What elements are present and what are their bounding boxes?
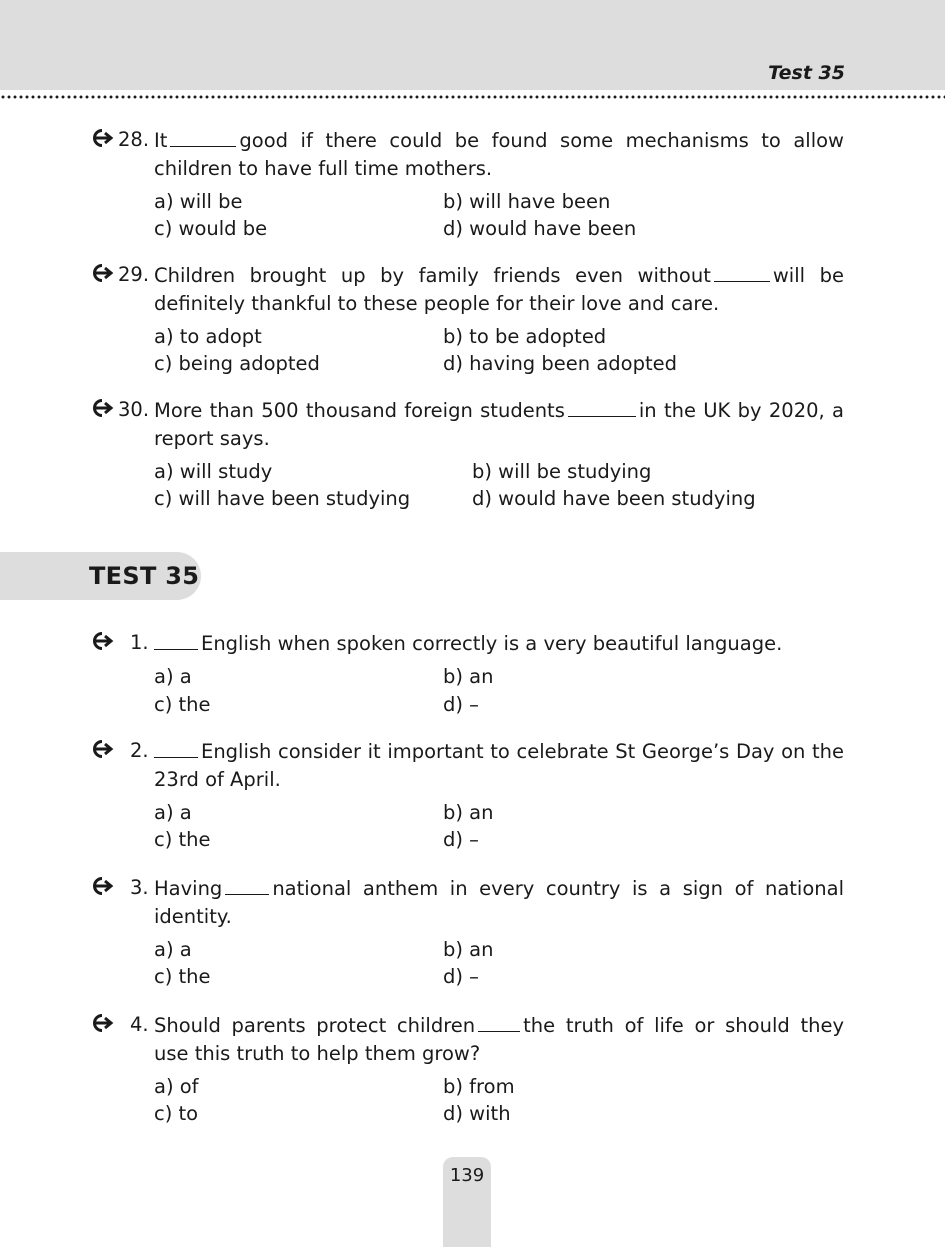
- answer-blank: [478, 1012, 520, 1032]
- question-number: 2.: [130, 739, 149, 762]
- question-number: 4.: [130, 1013, 149, 1036]
- option-c: c) the: [154, 693, 211, 716]
- option-b: b) will have been: [443, 190, 611, 213]
- arrow-bullet-icon: [90, 398, 114, 418]
- option-a: a) to adopt: [154, 325, 262, 348]
- question-text: English consider it important to celebrate St George’s Day on the 23rd of April.: [154, 740, 844, 791]
- option-d: d) with: [443, 1102, 511, 1125]
- option-b: b) an: [443, 801, 494, 824]
- answer-blank: [154, 630, 198, 650]
- option-a: a) will study: [154, 460, 273, 483]
- option-a: a) will be: [154, 190, 243, 213]
- answer-blank: [225, 875, 269, 895]
- arrow-bullet-icon: [90, 128, 114, 148]
- test-title-banner: [0, 552, 201, 600]
- question-number: 28.: [118, 128, 150, 151]
- question-text: English when spoken correctly is a very beautiful language.: [154, 630, 844, 658]
- option-b: b) from: [443, 1075, 515, 1098]
- arrow-bullet-icon: [90, 631, 114, 651]
- page-number: 139: [449, 1165, 485, 1186]
- page-number-tab: [443, 1157, 491, 1247]
- question-number: 29.: [118, 263, 150, 286]
- question-text: It good if there could be found some mechanisms to allow children to have full time mothers.: [154, 129, 844, 180]
- question-text: Should parents protect children the truth of life or should they use this truth to help them grow?: [154, 1014, 844, 1065]
- option-c: c) will have been studying: [154, 487, 411, 510]
- answer-blank: [714, 262, 770, 282]
- dotted-divider: [0, 95, 945, 99]
- option-b: b) an: [443, 665, 494, 688]
- option-b: b) will be studying: [472, 460, 652, 483]
- option-c: c) to: [154, 1102, 199, 1125]
- option-b: b) to be adopted: [443, 325, 607, 348]
- option-d: d) would have been: [443, 217, 637, 240]
- answer-blank: [568, 397, 636, 417]
- option-a: a) of: [154, 1075, 199, 1098]
- option-c: c) being adopted: [154, 352, 320, 375]
- option-b: b) an: [443, 938, 494, 961]
- option-d: d) –: [443, 693, 479, 716]
- question-number: 1.: [130, 631, 149, 654]
- running-title: Test 35: [768, 62, 845, 84]
- arrow-bullet-icon: [90, 1013, 114, 1033]
- option-d: d) would have been studying: [472, 487, 756, 510]
- question-text: Having national anthem in every country is a sign of national identity.: [154, 877, 844, 928]
- option-c: c) would be: [154, 217, 268, 240]
- question-number: 30.: [118, 398, 150, 421]
- option-d: d) –: [443, 828, 479, 851]
- question-text: More than 500 thousand foreign students in the UK by 2020, a report says.: [154, 399, 844, 450]
- question-text: Children brought up by family friends even without will be definitely thankful to these people for their love and care.: [154, 264, 844, 315]
- option-a: a) a: [154, 938, 192, 961]
- arrow-bullet-icon: [90, 876, 114, 896]
- option-d: d) having been adopted: [443, 352, 677, 375]
- arrow-bullet-icon: [90, 263, 114, 283]
- page-header: [0, 0, 945, 90]
- option-a: a) a: [154, 801, 192, 824]
- option-c: c) the: [154, 965, 211, 988]
- answer-blank: [170, 127, 236, 147]
- test-title: TEST 35: [89, 562, 200, 590]
- option-d: d) –: [443, 965, 479, 988]
- answer-blank: [154, 738, 198, 758]
- option-c: c) the: [154, 828, 211, 851]
- arrow-bullet-icon: [90, 739, 114, 759]
- option-a: a) a: [154, 665, 192, 688]
- question-number: 3.: [130, 876, 149, 899]
